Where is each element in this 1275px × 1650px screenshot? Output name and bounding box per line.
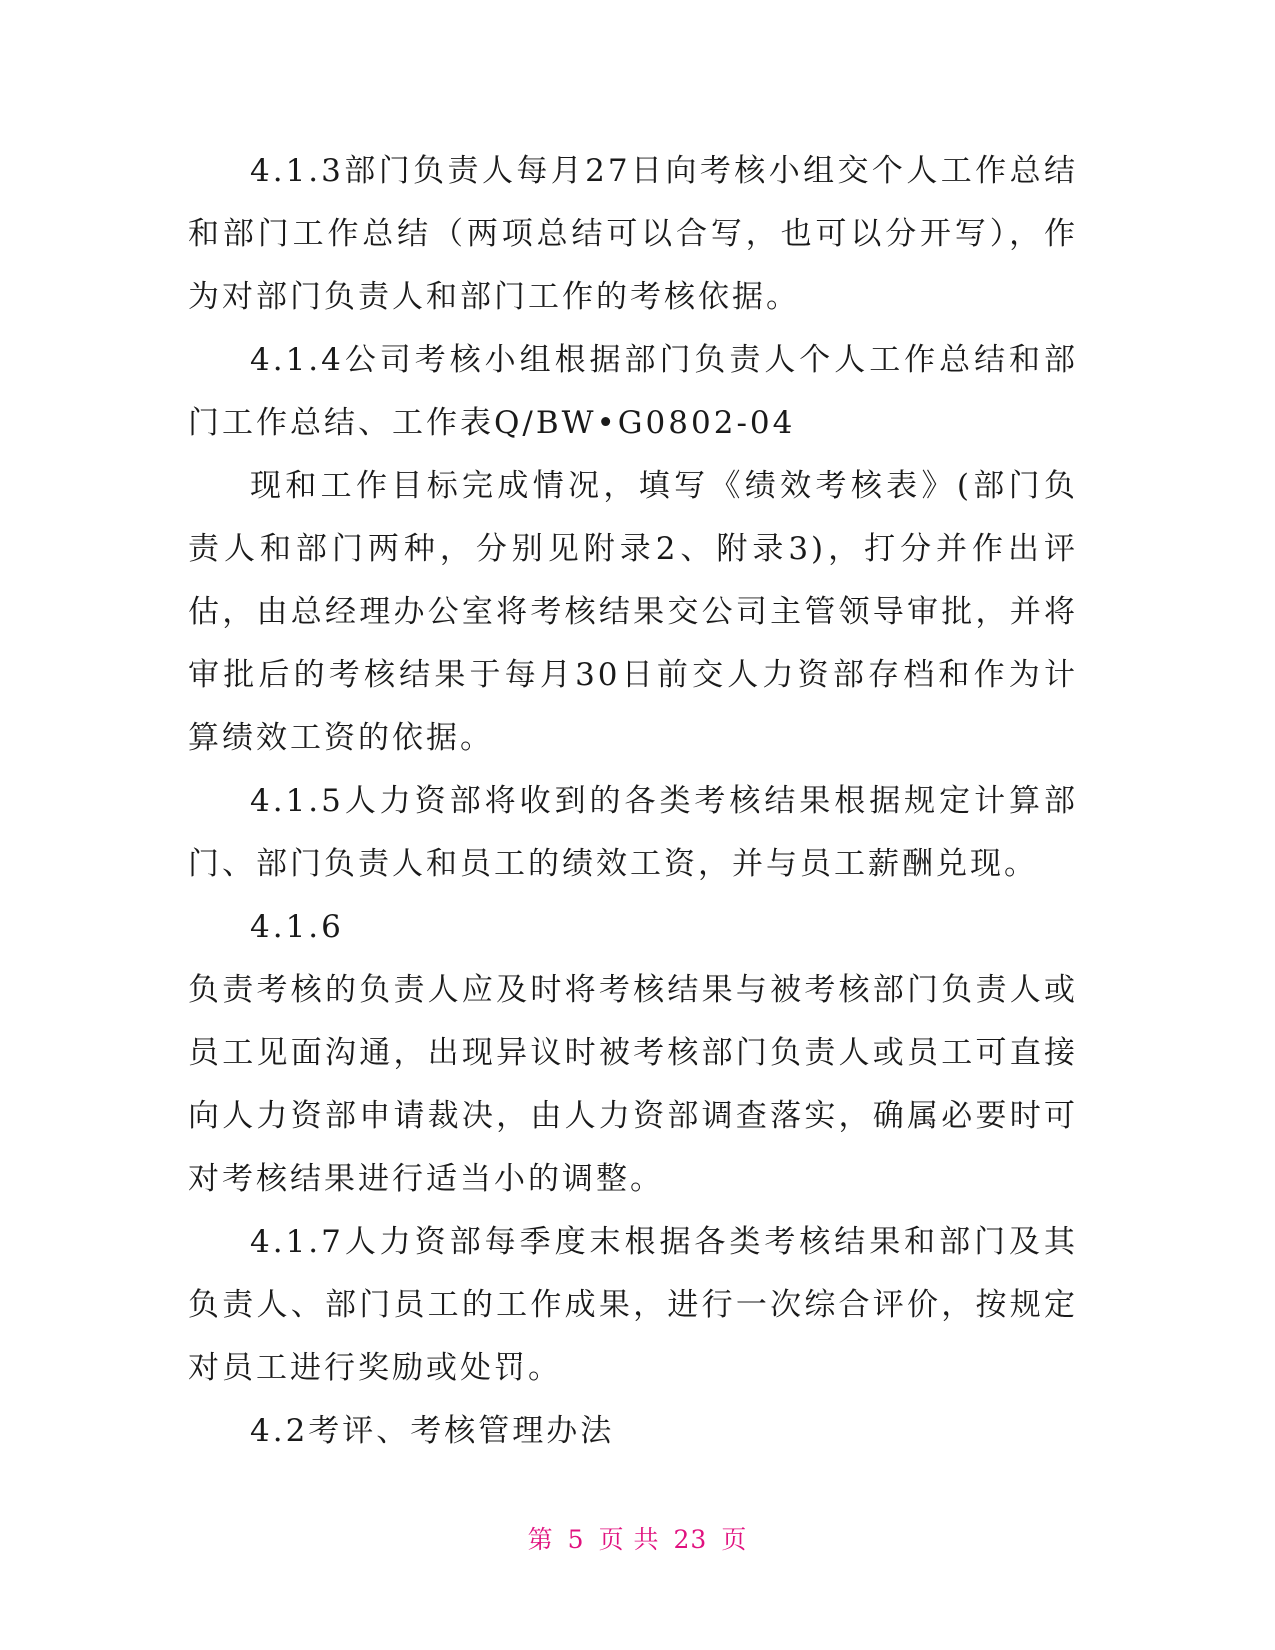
footer-middle: 页 共 <box>598 1525 660 1554</box>
paragraph-4-1-4-continued: 现和工作目标完成情况，填写《绩效考核表》(部门负责人和部门两种，分别见附录2、附录3)，打分并作出评估，由总经理办公室将考核结果交公司主管领导审批，并将审批后的考核结果于每月30日前交人力资部存档和作为计算绩效工资的依据。 <box>188 468 1078 756</box>
paragraph-4-1-7: 4.1.7人力资部每季度末根据各类考核结果和部门及其负责人、部门员工的工作成果，进行一次综合评价，按规定对员工进行奖励或处罚。 <box>188 1224 1078 1386</box>
paragraph-4-1-4: 4.1.4公司考核小组根据部门负责人个人工作总结和部门工作总结、工作表Q/BW•G0802-04 <box>188 342 1078 441</box>
footer-current-page: 5 <box>567 1525 585 1554</box>
paragraph-4-1-5: 4.1.5人力资部将收到的各类考核结果根据规定计算部门、部门负责人和员工的绩效工资，并与员工薪酬兑现。 <box>188 783 1078 882</box>
section-heading-4-2: 4.2考评、考核管理办法 <box>250 1413 615 1449</box>
footer-total-pages: 23 <box>673 1525 708 1554</box>
footer-suffix: 页 <box>721 1525 748 1554</box>
document-body <box>188 140 1078 1463</box>
paragraph-4-1-3: 4.1.3部门负责人每月27日向考核小组交个人工作总结和部门工作总结（两项总结可以合写，也可以分开写），作为对部门负责人和部门工作的考核依据。 <box>188 153 1078 315</box>
page-footer <box>0 1520 1275 1556</box>
paragraph-4-1-6-body: 负责考核的负责人应及时将考核结果与被考核部门负责人或员工见面沟通，出现异议时被考核部门负责人或员工可直接向人力资部申请裁决，由人力资部调查落实，确属必要时可对考核结果进行适当小的调整。 <box>188 972 1078 1197</box>
footer-prefix: 第 <box>527 1525 554 1554</box>
paragraph-4-1-6-number: 4.1.6 <box>250 909 344 945</box>
